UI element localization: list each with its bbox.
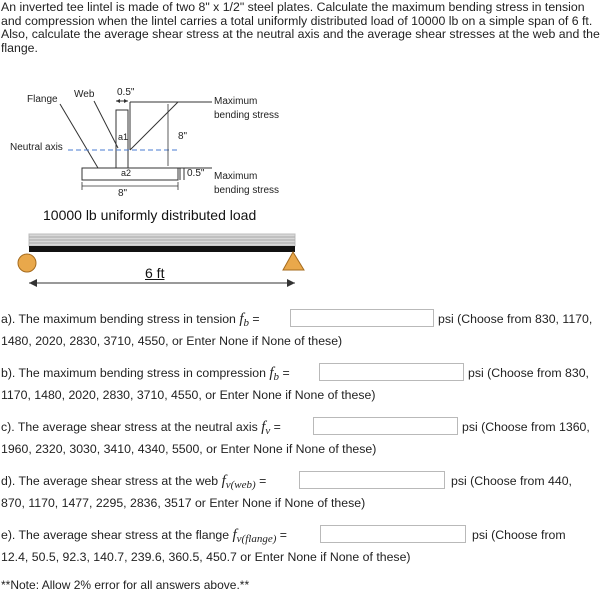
choices-d: psi (Choose from 440, xyxy=(451,474,572,488)
web-label: Web xyxy=(74,89,95,100)
stress-diagonal xyxy=(130,102,178,150)
question-c: c). The average shear stress at the neutral axis fv = psi (Choose from 1360, 1960, 2320, 3030, 3410, 4340, 5500, or Enter None if None of these) xyxy=(1,417,609,457)
max-bending-top-l1: Maximum xyxy=(214,96,258,107)
neutral-axis-label: Neutral axis xyxy=(10,142,63,153)
choices-e: psi (Choose from xyxy=(472,528,566,542)
choices-c-cont: 1960, 2320, 3030, 3410, 4340, 5500, or Enter None if None of these) xyxy=(1,442,377,456)
note: **Note: Allow 2% error for all answers above.** xyxy=(1,578,250,592)
max-bending-bottom-l1: Maximum xyxy=(214,171,258,182)
choices-b-cont: 1170, 1480, 2020, 2830, 3710, 4550, or Enter None if None of these) xyxy=(1,388,376,402)
max-bending-top-l2: bending stress xyxy=(214,110,280,121)
problem-statement: An inverted tee lintel is made of two 8" x 1/2" steel plates. Calculate the maximum bending stress in tension and compression when the lintel carries a total uniformly distributed load of 10000 lb on a simple span of 6 ft. Also, calculate the average shear stress at the neutral axis and the average shear stresses at the web and the flange. xyxy=(1,0,600,55)
choices-b: psi (Choose from 830, xyxy=(468,366,589,380)
a2-label: a2 xyxy=(121,168,132,178)
answer-input-d[interactable] xyxy=(299,471,445,489)
choices-a-cont: 1480, 2020, 2830, 3710, 4550, or Enter None if None of these) xyxy=(1,334,343,348)
question-b: b). The maximum bending stress in compression fb = psi (Choose from 830, 1170, 1480, 2020, 2830, 3710, 4550, or Enter None if None of these) xyxy=(1,363,609,403)
answer-input-e[interactable] xyxy=(320,525,466,543)
question-a: a). The maximum bending stress in tension fb = psi (Choose from 830, 1170, 1480, 2020, 2830, 3710, 4550, or Enter None if None of these) xyxy=(1,309,609,349)
web-thickness-label: 0.5" xyxy=(117,87,135,98)
load-label: 10000 lb uniformly distributed load xyxy=(43,207,257,223)
question-e: e). The average shear stress at the flange fv(flange) = psi (Choose from 12.4, 50.5, 92.3, 140.7, 239.6, 360.5, 450.7 or Enter None if None of these) xyxy=(1,525,609,565)
choices-a: psi (Choose from 830, 1170, xyxy=(438,312,593,326)
web-pointer xyxy=(94,101,118,148)
web-height-label: 8" xyxy=(178,131,188,142)
flange-width-label: 8" xyxy=(118,188,128,199)
choices-c: psi (Choose from 1360, xyxy=(462,420,590,434)
pin-support-left xyxy=(18,254,36,272)
choices-e-cont: 12.4, 50.5, 92.3, 140.7, 239.6, 360.5, 450.7 or Enter None if None of these) xyxy=(1,550,411,564)
a1-label: a1 xyxy=(118,132,129,142)
tee-section-diagram xyxy=(0,0,612,300)
answer-input-c[interactable] xyxy=(313,417,458,435)
span-label: 6 ft xyxy=(145,265,165,281)
answer-input-b[interactable] xyxy=(319,363,464,381)
flange-thickness-label: 0.5" xyxy=(187,168,205,179)
flange-pointer xyxy=(60,104,98,168)
beam xyxy=(29,246,295,252)
max-bending-bottom-l2: bending stress xyxy=(214,185,280,196)
flange-label: Flange xyxy=(27,94,58,105)
question-d: d). The average shear stress at the web fv(web) = psi (Choose from 440, 870, 1170, 1477, 2295, 2836, 3517 or Enter None if None of these) xyxy=(1,471,609,511)
choices-d-cont: 870, 1170, 1477, 2295, 2836, 3517 or Enter None if None of these) xyxy=(1,496,366,510)
roller-support-right xyxy=(283,252,304,270)
answer-input-a[interactable] xyxy=(290,309,434,327)
